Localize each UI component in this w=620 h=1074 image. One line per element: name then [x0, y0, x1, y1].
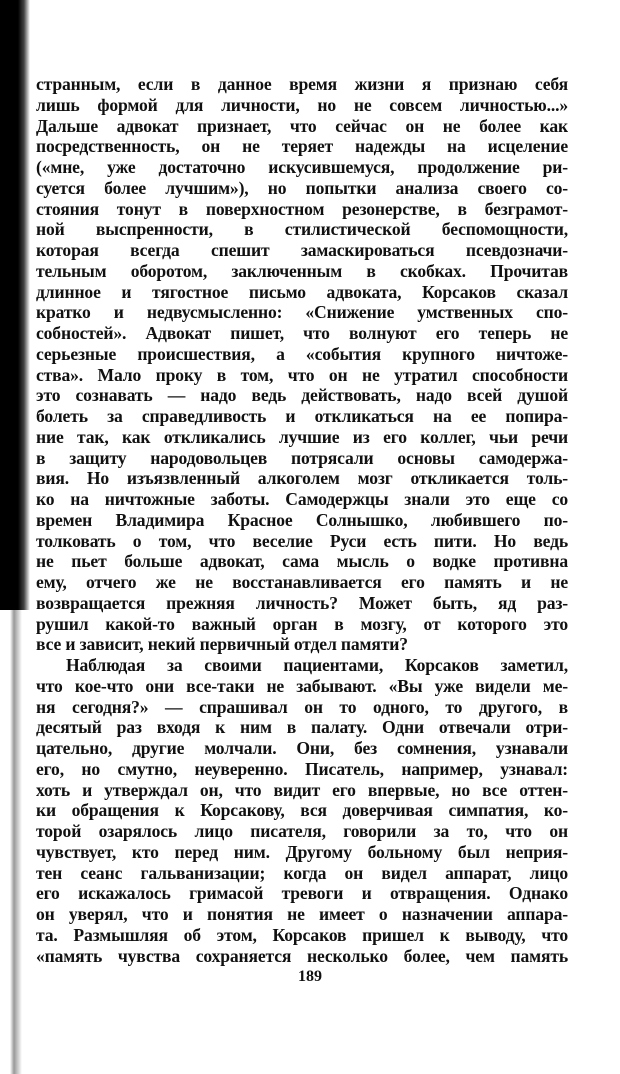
text-line: все и зависит, некий первичный отдел памяти?	[36, 634, 408, 655]
text-line: что кое-что они все-таки не забывают. «Вы уже видели ме-	[36, 675, 568, 696]
text-line: та. Размышляя об этом, Корсаков пришел к выводу, что	[36, 924, 568, 945]
text-line: ня сегодня?» — спрашивал он то одного, то другого, в	[36, 696, 568, 717]
text-line: он уверял, что и понятия не имеет о назначении аппара-	[36, 904, 568, 924]
text-line: лишь формой для личности, но не совсем личностью...»	[36, 94, 568, 115]
text-line: возвращается прежняя личность? Может быть, яд раз-	[36, 592, 568, 613]
text-line: посредственность, он не теряет надежды на исцеление	[36, 136, 568, 157]
text-line: собностей». Адвокат пишет, что волнуют его теперь не	[36, 323, 568, 343]
text-line: его, но смутно, неуверенно. Писатель, например, узнавал:	[36, 758, 568, 779]
text-line: ко на ничтожные заботы. Самодержцы знали это еще со	[36, 489, 568, 509]
text-line: ки обращения к Корсакову, вся доверчивая симпатия, ко-	[36, 800, 568, 821]
text-line: в защиту народовольцев потрясали основы самодержа-	[36, 447, 568, 468]
text-line: стояния тонут в поверхностном резонерстве, в безграмот-	[36, 198, 568, 219]
text-line: суется более лучшим»), но попытки анализа своего со-	[36, 177, 568, 198]
text-line: это сознавать — надо ведь действовать, надо всей душой	[36, 385, 568, 406]
text-line: толковать о том, что веселие Руси есть пити. Но ведь	[36, 530, 568, 551]
scan-edge-margin	[0, 610, 30, 1074]
body-text	[36, 74, 568, 966]
text-line: торой озарялось лицо писателя, говорили за то, что он	[36, 821, 568, 841]
text-line: ной выспренности, в стилистической беспомощности,	[36, 219, 568, 240]
text-line: («мне, уже достаточно искусившемуся, продолжение ри-	[36, 157, 568, 177]
text-line: времен Владимира Красное Солнышко, любившего по-	[36, 509, 568, 530]
text-line: болеть за справедливость и откликаться на ее попира-	[36, 406, 568, 426]
text-line: его искажалось гримасой тревоги и отвращения. Однако	[36, 883, 568, 904]
text-line: которая всегда спешит замаскироваться псевдозначи-	[36, 240, 568, 260]
text-line: «память чувства сохраняется несколько более, чем память	[36, 945, 568, 966]
text-line: тельным оборотом, заключенным в скобках. Прочитав	[36, 260, 568, 281]
text-line: странным, если в данное время жизни я признаю себя	[36, 74, 568, 94]
text-line: тен сеанс гальванизации; когда он видел аппарат, лицо	[36, 862, 568, 883]
text-line: чувствует, кто перед ним. Другому больному был неприя-	[36, 841, 568, 862]
text-line: ства». Мало проку в том, что он не утратил способности	[36, 364, 568, 385]
text-line: цательно, другие молчали. Они, без сомнения, узнавали	[36, 738, 568, 758]
text-line: рушил какой-то важный орган в мозгу, от которого это	[36, 613, 568, 634]
text-line: не пьет больше адвокат, сама мысль о водке противна	[36, 551, 568, 572]
text-line: Наблюдая за своими пациентами, Корсаков заметил,	[66, 655, 568, 675]
text-line: Дальше адвокат признает, что сейчас он не более как	[36, 115, 568, 136]
text-line: ему, отчего же не восстанавливается его память и не	[36, 572, 568, 592]
text-line: десятый раз входя к ним в палату. Одни отвечали отри-	[36, 717, 568, 738]
page-number: 189	[298, 968, 322, 985]
text-line: хоть и утверждал он, что видит его впервые, но все оттен-	[36, 779, 568, 800]
text-line: длинное и тягостное письмо адвоката, Корсаков сказал	[36, 281, 568, 302]
text-line: ние так, как откликались лучшие из его коллег, чьи речи	[36, 426, 568, 447]
text-line: серьезные происшествия, а «события крупного ничтоже-	[36, 343, 568, 364]
text-line: вия. Но изъязвленный алкоголем мозг откликается толь-	[36, 468, 568, 489]
text-line: кратко и недвусмысленно: «Снижение умственных спо-	[36, 302, 568, 323]
